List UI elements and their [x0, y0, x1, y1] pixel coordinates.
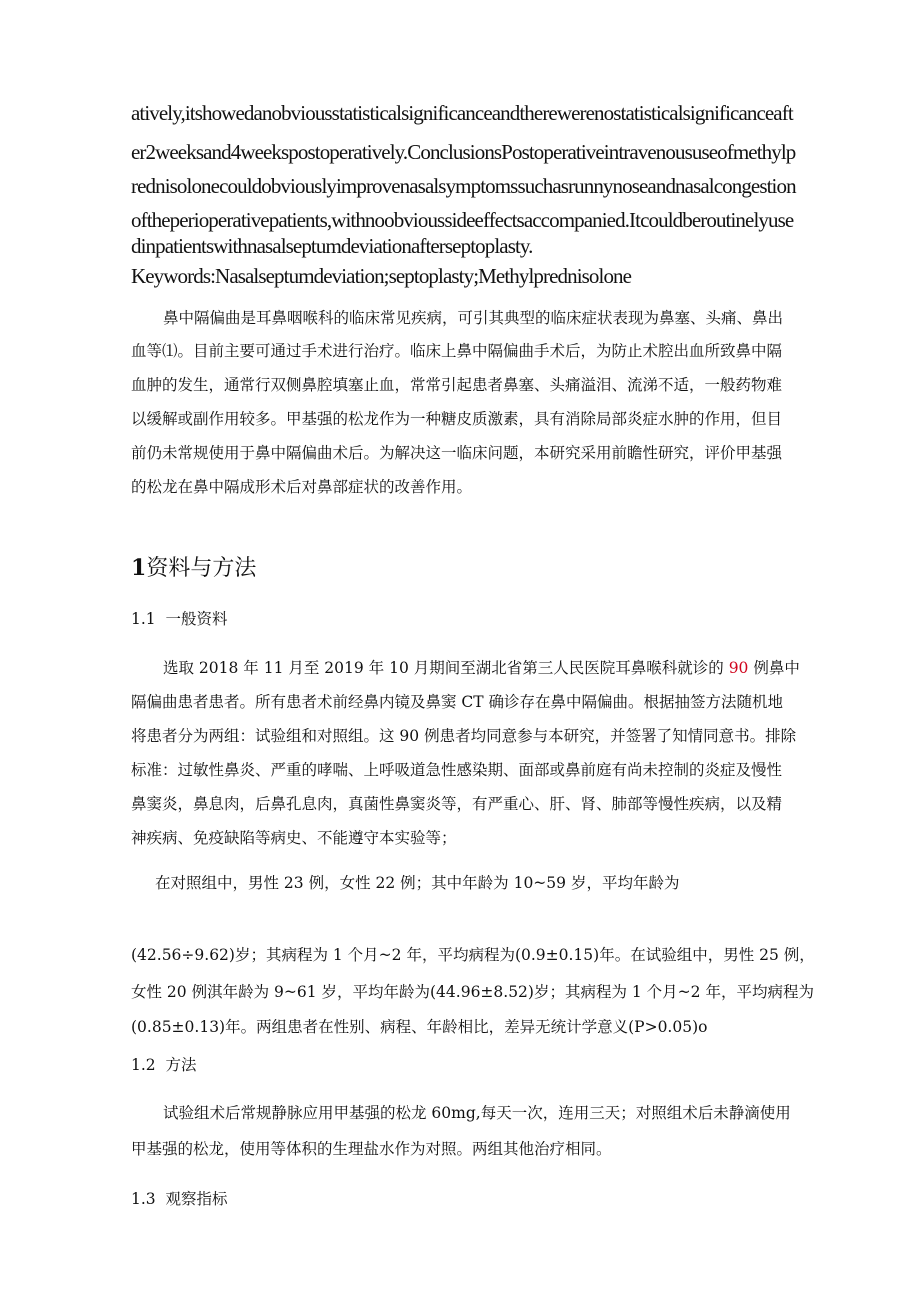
abstract-line: atively,itshowedanobviousstatisticalsignificanceandtherewerenostatisticalsignificanceaft [131, 101, 793, 125]
stats-line: (42.56÷9.62)岁；其病程为 1 个月~2 年，平均病程为(0.9±0.15)年。在试验组中，男性 25 例， [131, 946, 815, 964]
intro-line: 以缓解或副作用较多。甲基强的松龙作为一种糖皮质激素，具有消除局部炎症水肿的作用，但目 [131, 410, 783, 428]
subsection-number: 1.1 [131, 610, 156, 628]
general-text: 选取 2018 年 11 月至 2019 年 10 月期间至湖北省第三人民医院耳鼻喉科就诊的 [163, 659, 729, 677]
section-title: 资料与方法 [146, 556, 257, 581]
abstract-line: oftheperioperativepatients,withnoobvioussideeffectsaccompanied.Itcouldberoutinelyuse [131, 208, 794, 232]
subsection-heading [131, 1053, 197, 1077]
keywords: Keywords:Nasalseptumdeviation;septoplasty;Methylprednisolone [131, 264, 632, 288]
method-line: 甲基强的松龙，使用等体积的生理盐水作为对照。两组其他治疗相同。 [131, 1140, 612, 1158]
subsection-heading [131, 607, 228, 631]
section-number: 1 [131, 555, 147, 581]
subsection-number: 1.2 [131, 1056, 156, 1074]
subsection-title: 观察指标 [165, 1190, 228, 1208]
subsection-title: 一般资料 [165, 610, 228, 628]
intro-line: 的松龙在鼻中隔成形术后对鼻部症状的改善作用。 [131, 478, 473, 496]
subsection-number: 1.3 [131, 1190, 156, 1208]
intro-line: 血肿的发生，通常行双侧鼻腔填塞止血，常常引起患者鼻塞、头痛溢泪、流涕不适，一般药物难 [131, 376, 783, 394]
subsection-title: 方法 [165, 1056, 197, 1074]
section-heading [131, 553, 256, 584]
general-text: 例鼻中 [748, 659, 800, 677]
intro-line: 前仍未常规使用于鼻中隔偏曲术后。为解决这一临床问题，本研究采用前瞻性研究，评价甲基强 [131, 444, 783, 462]
abstract-line: er2weeksand4weekspostoperatively.ConclusionsPostoperativeintravenoususeofmethylp [131, 140, 796, 164]
abstract-line: dinpatientswithnasalseptumdeviationafterseptoplasty. [131, 234, 533, 258]
general-line: 隔偏曲患者患者。所有患者术前经鼻内镜及鼻窦 CT 确诊存在鼻中隔偏曲。根据抽签方法随机地 [131, 693, 784, 711]
general-line: 神疾病、免疫缺陷等病史、不能遵守本实验等； [131, 829, 457, 847]
intro-line: 鼻中隔偏曲是耳鼻咽喉科的临床常见疾病，可引其典型的临床症状表现为鼻塞、头痛、鼻出 [163, 309, 784, 327]
subsection-heading [131, 1187, 228, 1211]
stats-line: 女性 20 例淇年龄为 9~61 岁，平均年龄为(44.96±8.52)岁；其病程为 1 个月~2 年，平均病程为 [131, 983, 814, 1001]
stats-line: (0.85±0.13)年。两组患者在性别、病程、年龄相比，差异无统计学意义(P>0.05)o [131, 1018, 708, 1036]
abstract-line: rednisolonecouldobviouslyimprovenasalsymptomssuchasrunnynoseandnasalcongestion [131, 174, 796, 198]
general-line: 鼻窦炎，鼻息肉，后鼻孔息肉，真菌性鼻窦炎等，有严重心、肝、肾、肺部等慢性疾病，以及精 [131, 795, 783, 813]
general-line: 标准：过敏性鼻炎、严重的哮喘、上呼吸道急性感染期、面部或鼻前庭有尚未控制的炎症及慢性 [131, 761, 783, 779]
control-group-line: 在对照组中，男性 23 例，女性 22 例；其中年龄为 10~59 岁，平均年龄为 [155, 874, 680, 892]
general-line: 将患者分为两组：试验组和对照组。这 90 例患者均同意参与本研究，并签署了知情同意书。排除 [131, 727, 797, 745]
general-line [163, 656, 800, 680]
intro-line: 血等⑴。目前主要可通过手术进行治疗。临床上鼻中隔偏曲手术后，为防止术腔出血所致鼻中隔 [131, 342, 783, 360]
highlighted-count: 90 [728, 659, 749, 677]
method-line: 试验组术后常规静脉应用甲基强的松龙 60mg,每天一次，连用三天；对照组术后未静滴使用 [163, 1104, 791, 1122]
